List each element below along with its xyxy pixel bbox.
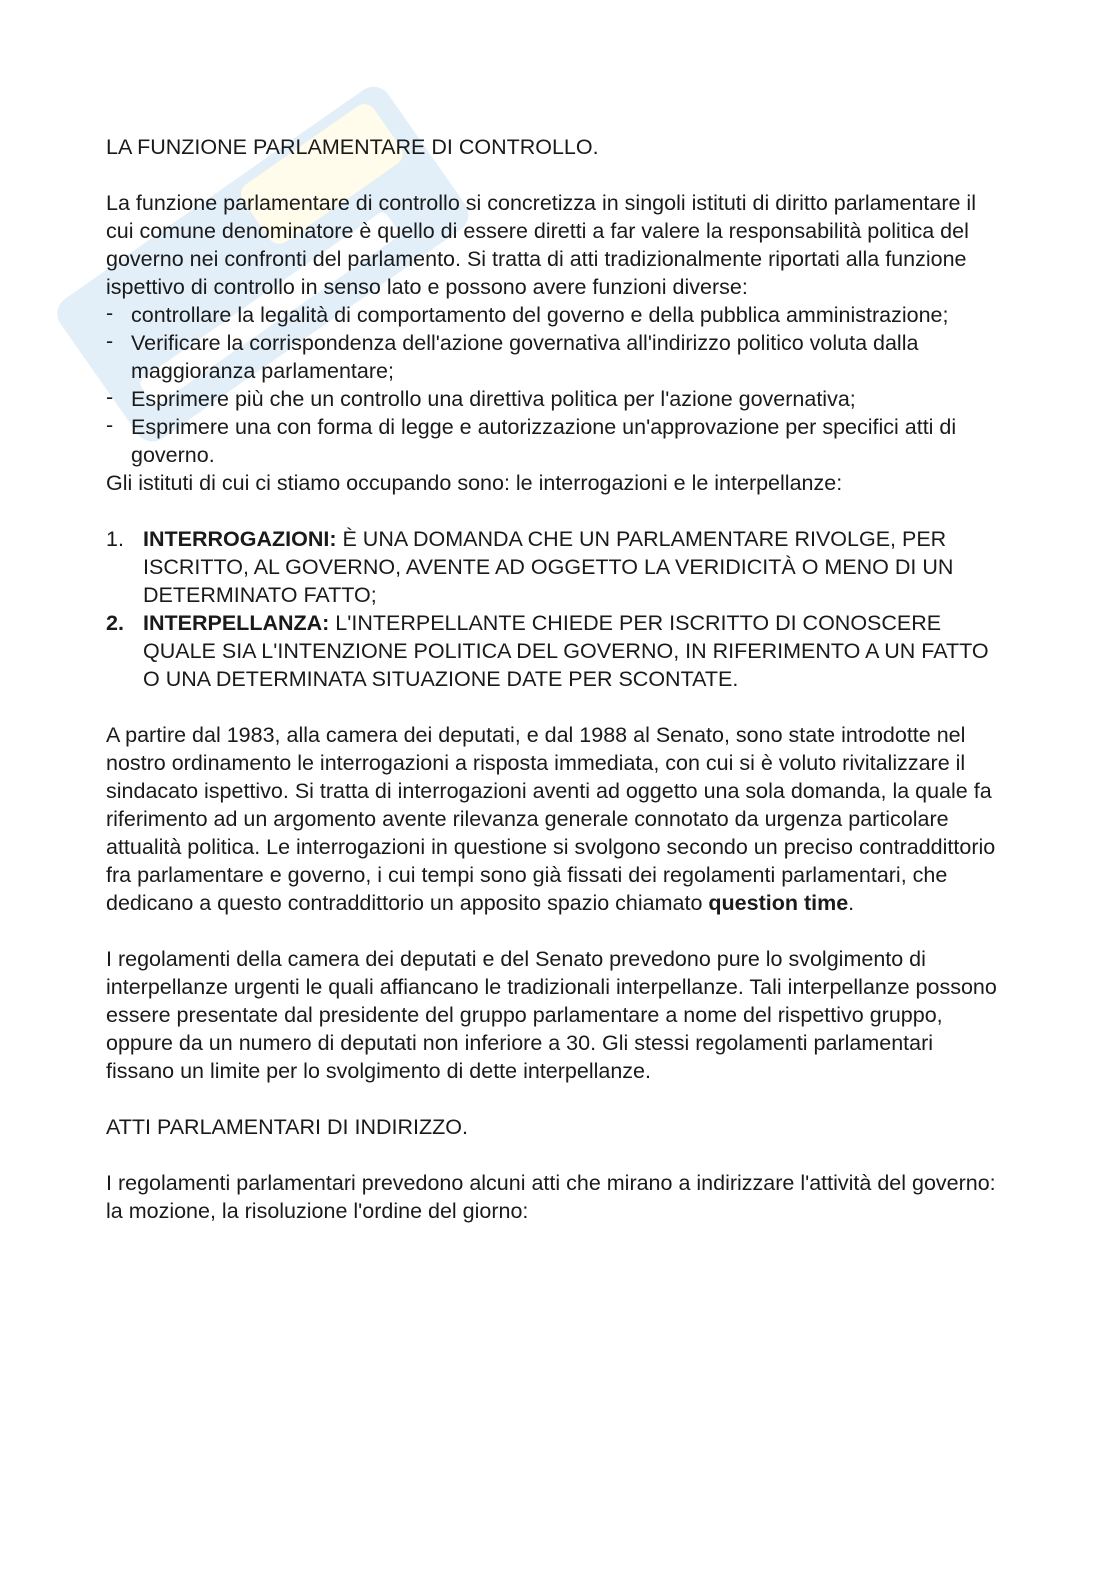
list-item: - controllare la legalità di comportamento del governo e della pubblica amministrazione; [106, 301, 1006, 329]
list-item: - Esprimere più che un controllo una direttiva politica per l'azione governativa; [106, 385, 1006, 413]
definition-interpellanza: L'INTERPELLANTE CHIEDE PER ISCRITTO DI CONOSCERE QUALE SIA L'INTENZIONE POLITICA DEL GOVERNO, IN RIFERIMENTO A UN FATTO O UNA DETERMINATA SITUAZIONE DATE PER SCONTATE. [143, 611, 989, 691]
list-item [106, 525, 1006, 609]
paragraph-end: . [848, 891, 855, 915]
paragraph-atti-indirizzo: I regolamenti parlamentari prevedono alcuni atti che mirano a indirizzare l'attività del governo: la mozione, la risoluzione l'ordine del giorno: [106, 1171, 996, 1223]
paragraph-text: A partire dal 1983, alla camera dei deputati, e dal 1988 al Senato, sono state introdotte nel nostro ordinamento le interrogazioni a risposta immediata, con cui si è voluto rivitalizzare il sindacato ispettivo. Si tratta di interrogazioni aventi ad oggetto una sola domanda, la quale fa riferimento ad un argomento avente rilevanza generale connotato da urgenza particolare attualità politica. Le interrogazioni in questione si svolgono secondo un preciso contraddittorio fra parlamentare e governo, i cui tempi sono già fissati dei regolamenti parlamentari, che dedicano a questo contraddittorio un apposito spazio chiamato [106, 723, 996, 915]
intro-paragraph: La funzione parlamentare di controllo si concretizza in singoli istituti di diritto parlamentare il cui comune denominatore è quello di essere diretti a far valere la responsabilità politica del governo nei confronti del parlamento. Si tratta di atti tradizionalmente riportati alla funzione ispettivo di controllo in senso lato e possono avere funzioni diverse: [106, 191, 976, 299]
document-page [106, 133, 1006, 1225]
list-number: 2. [106, 611, 124, 635]
list-item: - Esprimere una con forma di legge e autorizzazione un'approvazione per specifici atti di governo. [106, 413, 1006, 469]
term-interrogazioni: INTERROGAZIONI: [143, 527, 337, 551]
list-item: - Verificare la corrispondenza dell'azione governativa all'indirizzo politico voluta dalla maggioranza parlamentare; [106, 329, 1006, 385]
list-item [106, 609, 1006, 693]
paragraph-interpellanze-urgenti: I regolamenti della camera dei deputati e del Senato prevedono pure lo svolgimento di interpellanze urgenti le quali affiancano le tradizionali interpellanze. Tali interpellanze possono essere presentate dal presidente del gruppo parlamentare a nome del rispettivo gruppo, oppure da un numero di deputati non inferiore a 30. Gli stessi regolamenti parlamentari fissano un limite per lo svolgimento di dette interpellanze. [106, 947, 997, 1083]
paragraph-question-time [106, 721, 1006, 917]
term-interpellanza: INTERPELLANZA: [143, 611, 330, 635]
heading-atti-indirizzo: ATTI PARLAMENTARI DI INDIRIZZO. [106, 1115, 468, 1139]
functions-list [106, 301, 1006, 469]
definition-interrogazioni: È UNA DOMANDA CHE UN PARLAMENTARE RIVOLGE, PER ISCRITTO, AL GOVERNO, AVENTE AD OGGETTO LA VERIDICITÀ O MENO DI UN DETERMINATO FATTO; [143, 527, 954, 607]
istituti-intro: Gli istituti di cui ci stiamo occupando sono: le interrogazioni e le interpellanze: [106, 471, 843, 495]
question-time-term: question time [708, 891, 849, 915]
istituti-list [106, 525, 1006, 693]
heading-funzione-controllo: LA FUNZIONE PARLAMENTARE DI CONTROLLO. [106, 135, 599, 159]
list-number: 1. [106, 527, 124, 551]
